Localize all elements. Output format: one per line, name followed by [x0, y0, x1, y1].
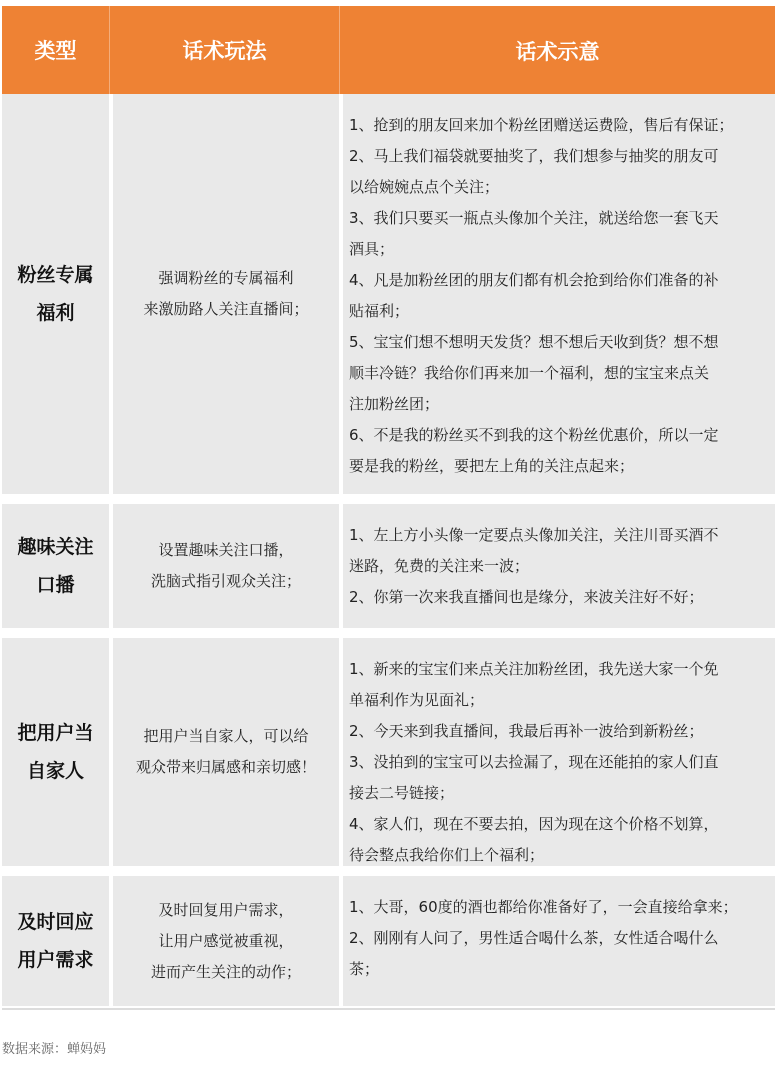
play-line: 观众带来归属感和亲切感！: [135, 758, 316, 776]
demo-line: 2、马上我们福袋就要抽奖了，我们想参与抽奖的朋友可: [349, 147, 719, 165]
row-gap: [2, 866, 775, 876]
demo-line: 1、抢到的朋友回来加个粉丝团赠送运费险，售后有保证；: [349, 116, 734, 134]
type-cell: [2, 94, 109, 494]
demo-cell: [339, 876, 775, 1006]
play-cell-text: [143, 263, 308, 325]
demo-line: 6、不是我的粉丝买不到我的这个粉丝优惠价，所以一定: [349, 426, 719, 444]
table-body: [2, 94, 775, 1006]
demo-line: 茶；: [349, 960, 380, 978]
type-line: 及时回应: [17, 911, 94, 933]
table-bottom-divider: [2, 1008, 775, 1010]
demo-line: 迷路，免费的关注来一波；: [349, 557, 530, 575]
table-header: [2, 6, 775, 94]
demo-line: 1、大哥，60度的酒也都给你准备好了，一会直接给拿来；: [349, 898, 738, 916]
type-cell-text: [17, 903, 93, 979]
demo-line: 单福利作为见面礼；: [349, 691, 485, 709]
source-note: 数据来源：蝉妈妈: [2, 1042, 107, 1057]
table-row: [2, 94, 775, 494]
row-gap: [2, 494, 775, 504]
row-gap: [2, 628, 775, 638]
play-cell-text: [151, 895, 301, 988]
type-cell-text: [17, 528, 93, 604]
header-play: 话术玩法: [109, 6, 339, 94]
play-line: 强调粉丝的专属福利: [158, 269, 294, 287]
type-cell: [2, 638, 109, 866]
play-line: 让用户感觉被重视，: [158, 931, 294, 950]
play-line: 设置趣味关注口播，: [158, 541, 294, 559]
demo-cell: [339, 94, 775, 494]
play-line: 及时回复用户需求，: [158, 900, 294, 919]
type-line: 福利: [36, 302, 75, 324]
play-cell: [109, 504, 339, 628]
play-cell: [109, 876, 339, 1006]
demo-line: 酒具；: [349, 240, 395, 258]
play-line: 把用户当自家人，可以给: [143, 727, 309, 745]
table-row: [2, 504, 775, 628]
type-line: 口播: [36, 574, 75, 596]
demo-cell: [339, 504, 775, 628]
play-cell-text: [136, 721, 316, 783]
type-line: 自家人: [26, 760, 84, 782]
type-line: 趣味关注: [17, 536, 94, 558]
type-cell-text: [17, 256, 93, 332]
type-cell-text: [17, 714, 93, 790]
demo-line: 2、今天来到我直播间，我最后再补一波给到新粉丝；: [349, 722, 704, 740]
demo-line: 3、我们只要买一瓶点头像加个关注，就送给您一套飞天: [349, 209, 719, 227]
demo-line: 1、左上方小头像一定要点头像加关注，关注川哥买酒不: [349, 526, 719, 544]
type-line: 粉丝专属: [17, 264, 94, 286]
type-cell: [2, 876, 109, 1006]
play-cell-text: [151, 535, 301, 597]
demo-line: 5、宝宝们想不想明天发货？想不想后天收到货？想不想: [349, 333, 719, 351]
demo-line: 1、新来的宝宝们来点关注加粉丝团，我先送大家一个免: [349, 660, 719, 678]
demo-line: 注加粉丝团；: [349, 395, 440, 413]
demo-line: 3、没拍到的宝宝可以去捡漏了，现在还能拍的家人们直: [349, 753, 719, 771]
header-demo: 话术示意: [339, 6, 775, 94]
demo-line: 接去二号链接；: [349, 784, 455, 802]
demo-line: 顺丰冷链？我给你们再来加一个福利，想的宝宝来点关: [349, 364, 710, 382]
type-line: 用户需求: [17, 949, 94, 971]
table-row: [2, 876, 775, 1006]
demo-line: 待会整点我给你们上个福利；: [349, 846, 545, 864]
demo-line: 贴福利；: [349, 302, 410, 320]
play-line: 来激励路人关注直播间；: [143, 300, 309, 318]
demo-cell: [339, 638, 775, 866]
table-row: [2, 638, 775, 866]
header-type: 类型: [34, 39, 77, 63]
type-line: 把用户当: [17, 722, 94, 744]
play-line: 进而产生关注的动作；: [150, 962, 301, 981]
play-cell: [109, 94, 339, 494]
demo-line: 以给婉婉点点个关注；: [349, 178, 500, 196]
type-cell: [2, 504, 109, 628]
play-line: 洗脑式指引观众关注；: [150, 572, 301, 590]
demo-line: 4、家人们，现在不要去拍，因为现在这个价格不划算，: [349, 815, 719, 833]
script-table: [2, 6, 775, 1006]
demo-line: 2、你第一次来我直播间也是缘分，来波关注好不好；: [349, 588, 704, 606]
play-cell: [109, 638, 339, 866]
demo-line: 2、刚刚有人问了，男性适合喝什么茶，女性适合喝什么: [349, 929, 719, 947]
demo-line: 4、凡是加粉丝团的朋友们都有机会抢到给你们准备的补: [349, 271, 719, 289]
demo-line: 要是我的粉丝，要把左上角的关注点起来；: [349, 457, 635, 475]
